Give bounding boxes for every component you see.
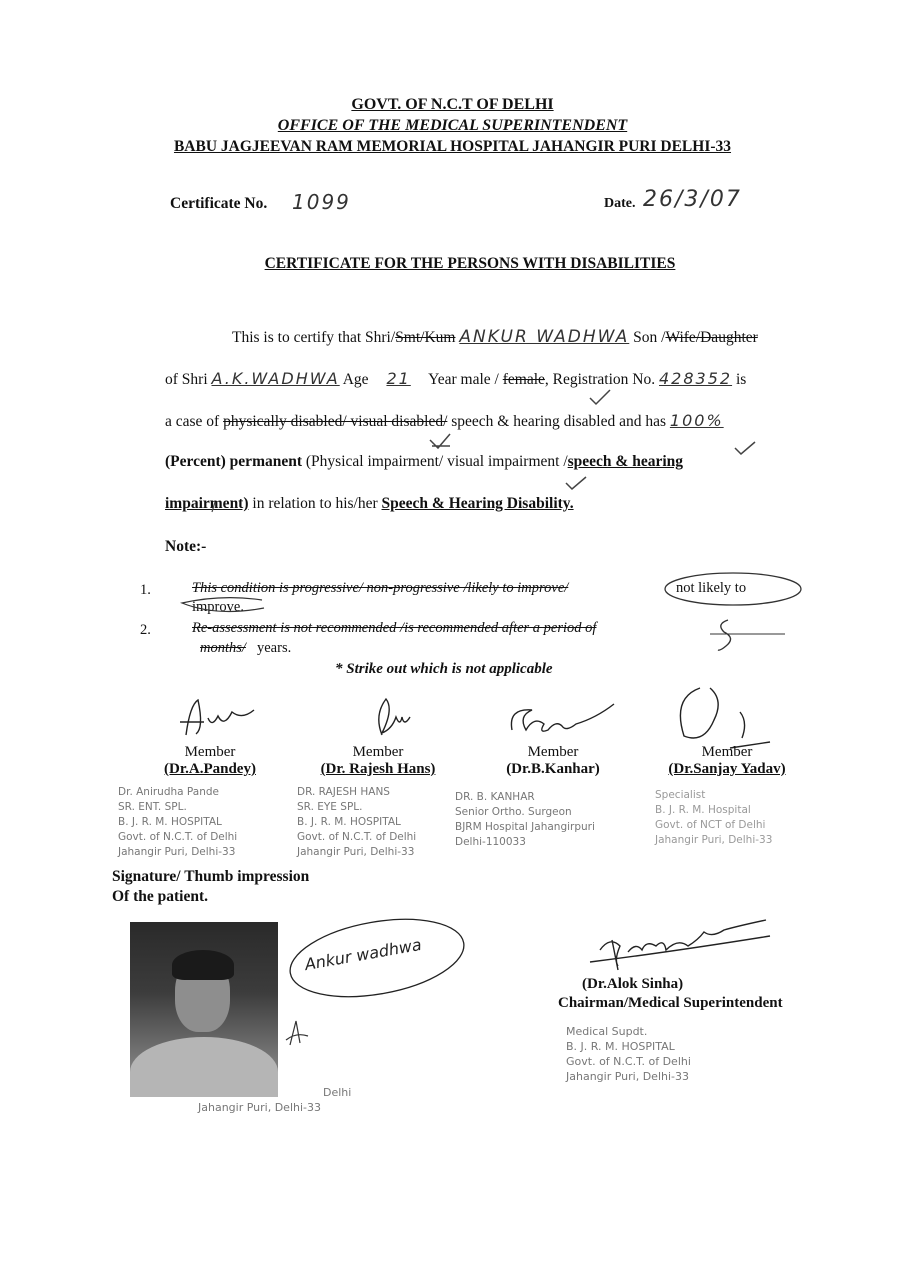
patient-signature: Ankur wadhwa [303, 934, 423, 975]
disability-type: Speech & Hearing Disability. [381, 495, 574, 512]
stamp-line: Jahangir Puri, Delhi-33 [118, 846, 236, 858]
father-name: A.K.WADHWA [211, 369, 340, 388]
certificate-number-label: Certificate No. [170, 195, 268, 212]
patient-signature-label: Signature/ Thumb impression [112, 868, 310, 885]
note-2-struck: Re-assessment is not recommended /is recommended after a period of [192, 620, 597, 636]
stamp-line: Govt. of NCT of Delhi [655, 819, 766, 831]
text: This is to certify that Shri/ [232, 329, 396, 346]
header-office: OFFICE OF THE MEDICAL SUPERINTENDENT [277, 117, 628, 134]
text: is [735, 371, 747, 388]
note-2-years: years. [257, 640, 292, 656]
text: speech & hearing [567, 453, 684, 470]
note-1-circled-2: improve. [192, 599, 244, 615]
text: of Shri [165, 371, 208, 388]
struck-text: physically disabled/ visual disabled/ [223, 413, 448, 430]
note-label: Note:- [165, 538, 207, 555]
stamp-line: Govt. of N.C.T. of Delhi [297, 831, 417, 843]
stamp-line: Jahangir Puri, Delhi-33 [566, 1070, 689, 1083]
footnote: * Strike out which is not applicable [335, 661, 553, 677]
header-hospital: BABU JAGJEEVAN RAM MEMORIAL HOSPITAL JAHANGIR PURI DELHI-33 [173, 138, 732, 155]
stamp-line: Govt. of N.C.T. of Delhi [118, 831, 238, 843]
chairman-title: Chairman/Medical Superintendent [558, 995, 783, 1011]
date-label: Date. [604, 196, 636, 211]
text: speech & hearing disabled and has [451, 413, 667, 430]
stamp-line: Delhi [323, 1086, 352, 1099]
certificate-number-value: 1099 [292, 190, 351, 214]
text: in relation to his/her [252, 495, 378, 512]
member-name: (Dr. Rajesh Hans) [320, 761, 436, 777]
stamp-line: B. J. R. M. HOSPITAL [118, 816, 222, 828]
member-role: Member [352, 744, 404, 760]
age-value: 21 [386, 369, 411, 388]
member-role: Member [527, 744, 579, 760]
note-1-circled: not likely to [676, 580, 747, 596]
stamp-line: BJRM Hospital Jahangirpuri [455, 821, 595, 833]
disability-percent: 100% [669, 411, 724, 430]
header-govt: GOVT. OF N.C.T OF DELHI [351, 96, 554, 113]
member-role: Member [184, 744, 236, 760]
stamp-line: DR. B. KANHAR [455, 791, 535, 803]
stamp-line: SR. ENT. SPL. [118, 801, 187, 813]
member-name: (Dr.Sanjay Yadav) [668, 761, 786, 777]
text: Son / [633, 329, 666, 346]
stamp-line: Jahangir Puri, Delhi-33 [655, 834, 773, 846]
stamp-line: B. J. R. M. Hospital [655, 804, 751, 816]
text: Age [342, 371, 369, 388]
stamp-line: B. J. R. M. HOSPITAL [297, 816, 401, 828]
person-name: ANKUR WADHWA [459, 327, 630, 347]
stamp-line: Govt. of N.C.T. of Delhi [566, 1055, 691, 1068]
certificate-title: CERTIFICATE FOR THE PERSONS WITH DISABILITIES [264, 255, 676, 272]
stamp-line: Jahangir Puri, Delhi-33 [198, 1101, 321, 1114]
note-2-number: 2. [140, 622, 151, 638]
text: (Physical impairment/ visual impairment / [305, 453, 568, 470]
member-role: Member [701, 744, 753, 760]
note-1-struck: This condition is progressive/ non-progressive /likely to improve/ [192, 580, 569, 596]
date-value: 26/3/07 [643, 187, 742, 212]
stamp-line: Specialist [655, 789, 706, 801]
member-name: (Dr.B.Kanhar) [506, 761, 600, 777]
text: , Registration No. [544, 371, 656, 388]
stamp-line: Delhi-110033 [455, 836, 526, 848]
note-2-months: months/ [200, 640, 246, 656]
member-name: (Dr.A.Pandey) [164, 761, 256, 777]
text: a case of [165, 413, 220, 430]
struck-text: female [502, 371, 545, 388]
text: impairment) [165, 495, 249, 512]
registration-number: 428352 [659, 369, 733, 388]
stamp-line: B. J. R. M. HOSPITAL [566, 1040, 675, 1053]
note-1-number: 1. [140, 582, 151, 598]
stamp-line: Senior Ortho. Surgeon [455, 806, 572, 818]
chairman-stamp [566, 1024, 691, 1084]
stamp-line: DR. RAJESH HANS [297, 786, 390, 798]
stamp-line: Dr. Anirudha Pande [118, 786, 220, 798]
chairman-name: (Dr.Alok Sinha) [582, 976, 684, 992]
patient-signature-label-2: Of the patient. [112, 888, 209, 905]
stamp-line: Medical Supdt. [566, 1025, 648, 1038]
stamp-line: SR. EYE SPL. [297, 801, 363, 813]
struck-text: Smt/Kum [395, 329, 456, 346]
text: (Percent) permanent [165, 453, 303, 470]
struck-text: Wife/Daughter [665, 329, 758, 346]
stamp-line: Jahangir Puri, Delhi-33 [297, 846, 415, 858]
text: Year male / [428, 371, 499, 388]
